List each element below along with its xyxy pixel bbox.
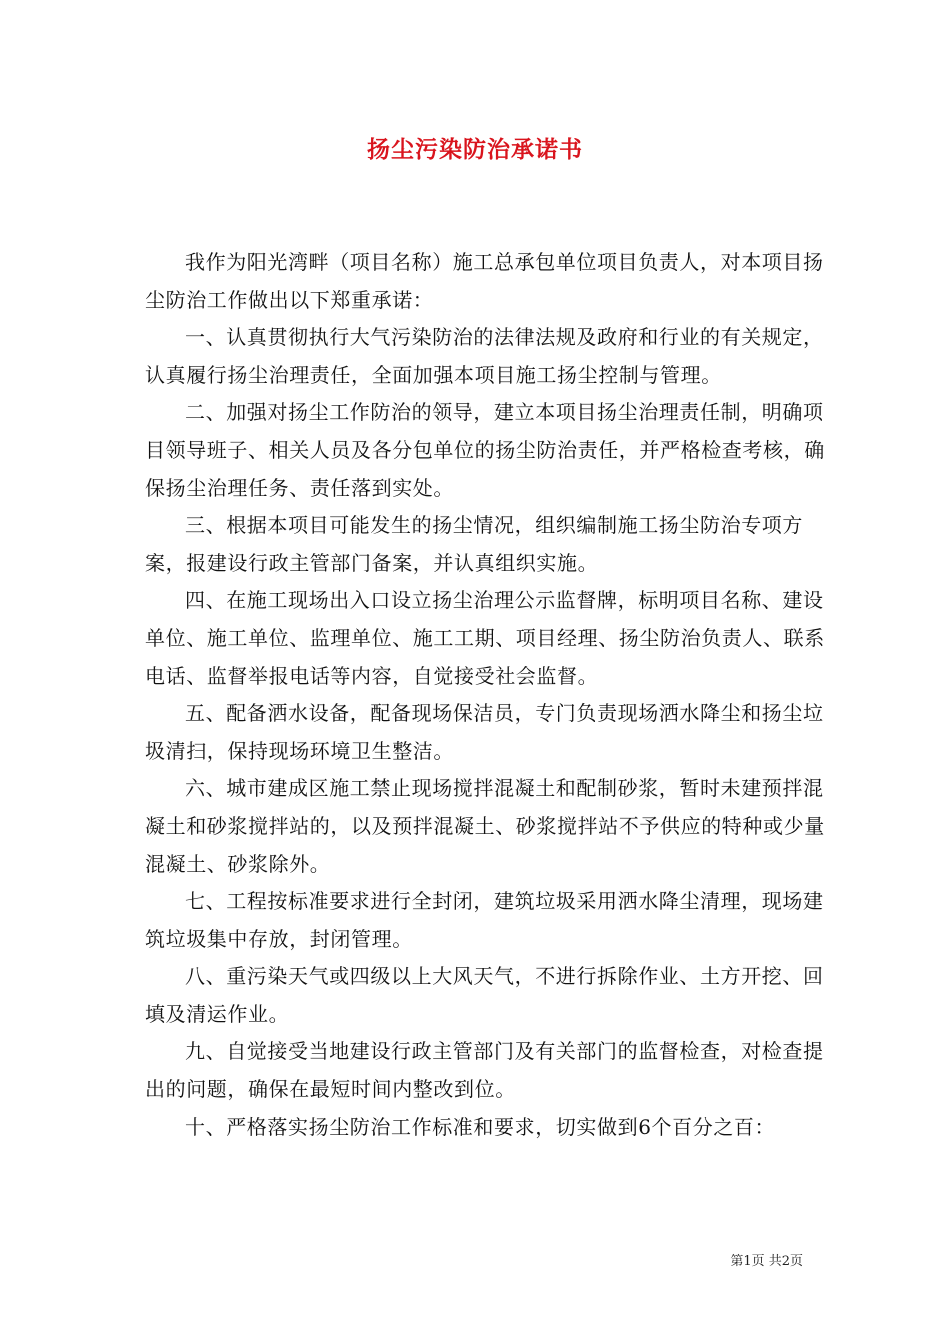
- paragraph-item-5: 五、配备洒水设备，配备现场保洁员，专门负责现场洒水降尘和扬尘垃圾清扫，保持现场环境卫生整洁。: [145, 701, 824, 763]
- paragraph-item-7: 七、工程按标准要求进行全封闭，建筑垃圾采用洒水降尘清理，现场建筑垃圾集中存放，封闭管理。: [145, 889, 824, 951]
- paragraph-item-8: 八、重污染天气或四级以上大风天气，不进行拆除作业、土方开挖、回填及清运作业。: [145, 964, 824, 1026]
- document-title: 扬尘污染防治承诺书: [367, 136, 583, 163]
- paragraph-item-2: 二、加强对扬尘工作防治的领导，建立本项目扬尘治理责任制，明确项目领导班子、相关人员及各分包单位的扬尘防治责任，并严格检查考核，确保扬尘治理任务、责任落到实处。: [145, 400, 825, 500]
- paragraph-item-10: 十、严格落实扬尘防治工作标准和要求，切实做到6个百分之百：: [185, 1114, 776, 1139]
- document-body: [145, 244, 825, 1146]
- paragraph-intro: 我作为阳光湾畔（项目名称）施工总承包单位项目负责人，对本项目扬尘防治工作做出以下郑重承诺：: [145, 250, 824, 312]
- paragraph-item-6: 六、城市建成区施工禁止现场搅拌混凝土和配制砂浆，暂时未建预拌混凝土和砂浆搅拌站的，以及预拌混凝土、砂浆搅拌站不予供应的特种或少量混凝土、砂浆除外。: [145, 776, 825, 876]
- paragraph-item-4: 四、在施工现场出入口设立扬尘治理公示监督牌，标明项目名称、建设单位、施工单位、监理单位、施工工期、项目经理、扬尘防治负责人、联系电话、监督举报电话等内容，自觉接受社会监督。: [145, 588, 825, 688]
- page-number-footer: 第1页 共2页: [730, 1254, 803, 1269]
- paragraph-item-9: 九、自觉接受当地建设行政主管部门及有关部门的监督检查，对检查提出的问题，确保在最短时间内整改到位。: [145, 1039, 824, 1102]
- paragraph-item-1: 一、认真贯彻执行大气污染防治的法律法规及政府和行业的有关规定，认真履行扬尘治理责任，全面加强本项目施工扬尘控制与管理。: [145, 325, 824, 387]
- paragraph-item-3: 三、根据本项目可能发生的扬尘情况，组织编制施工扬尘防治专项方案，报建设行政主管部门备案，并认真组织实施。: [145, 513, 803, 575]
